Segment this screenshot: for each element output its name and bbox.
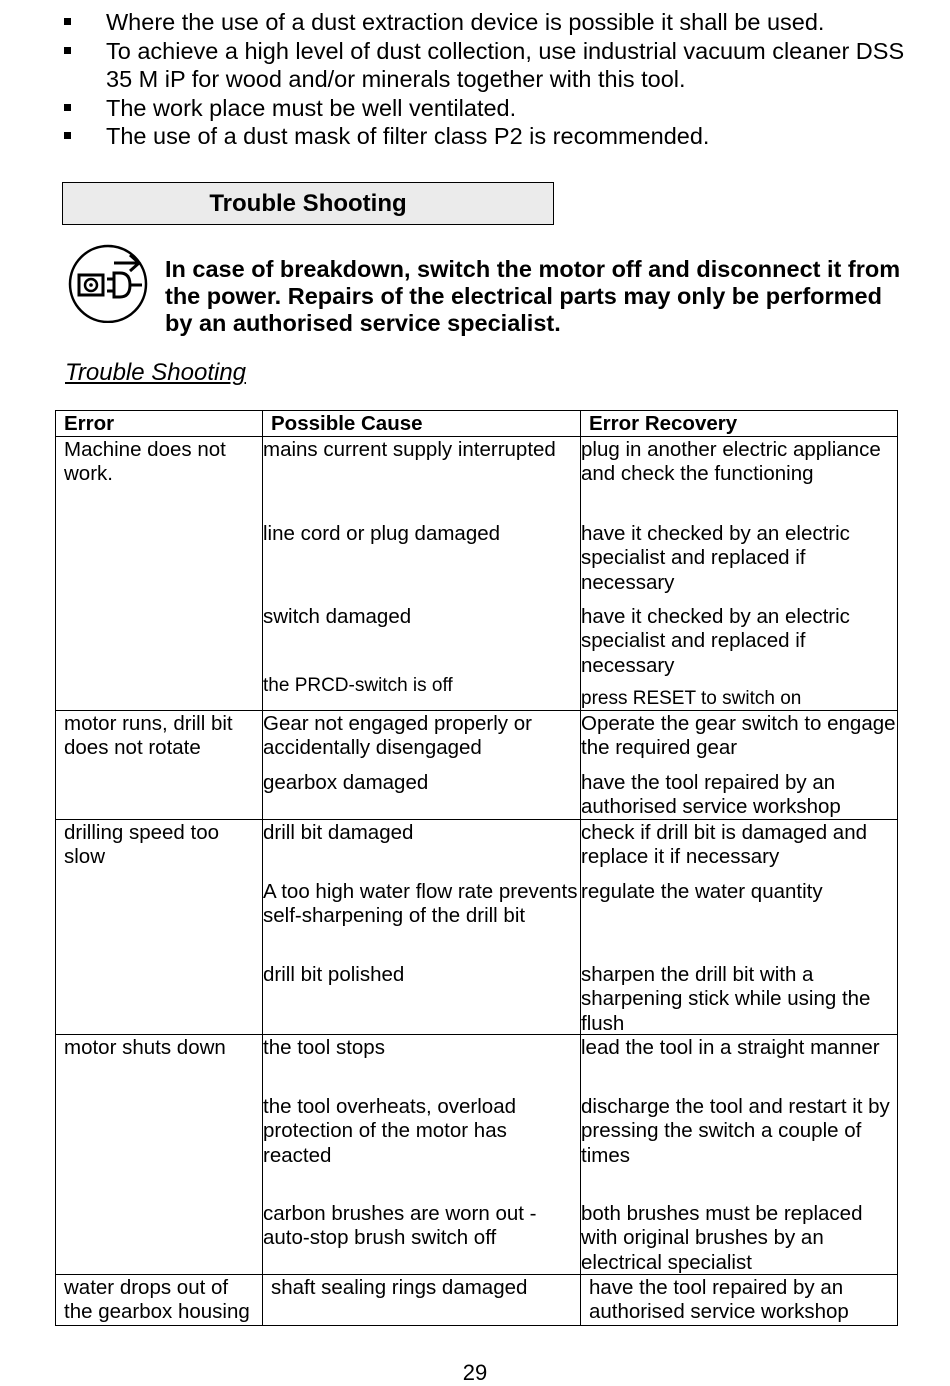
recovery-cell	[581, 711, 898, 820]
column-header-possible-cause: Possible Cause	[263, 411, 581, 437]
recovery-text: lead the tool in a straight manner	[581, 1036, 880, 1060]
table-row	[56, 711, 898, 820]
error-cell: Machine does not work.	[56, 437, 263, 711]
section-header-box	[62, 182, 554, 225]
table-header-row	[56, 411, 898, 437]
recovery-text: Operate the gear switch to engage the required gear	[581, 712, 896, 760]
recovery-text: both brushes must be replaced with original brushes by an electrical specialist	[581, 1202, 863, 1274]
cause-text: switch damaged	[263, 605, 412, 629]
trouble-shooting-table	[55, 410, 898, 1326]
bullet-text: Where the use of a dust extraction device is possible it shall be used.	[106, 9, 825, 35]
bullet-item	[62, 8, 922, 37]
bullet-text: The work place must be well ventilated.	[106, 94, 517, 121]
error-cell: motor runs, drill bit does not rotate	[56, 711, 263, 820]
bullet-square-icon	[64, 104, 71, 111]
cause-text: the tool stops	[263, 1036, 385, 1060]
cause-text: the PRCD-switch is off	[263, 675, 453, 697]
cause-text: drill bit polished	[263, 963, 405, 987]
recovery-cell	[581, 437, 898, 711]
bullet-square-icon	[64, 47, 71, 54]
unplug-power-icon	[66, 243, 152, 323]
cause-text: mains current supply interrupted	[263, 438, 556, 462]
recovery-cell	[581, 820, 898, 1035]
cause-cell: shaft sealing rings damaged	[263, 1275, 581, 1325]
page-number: 29	[462, 1360, 488, 1385]
recovery-text: check if drill bit is damaged and replace it if necessary	[581, 821, 868, 869]
cause-text: gearbox damaged	[263, 771, 429, 795]
recovery-text: have the tool repaired by an authorised service workshop	[581, 771, 841, 819]
cause-text: line cord or plug damaged	[263, 522, 501, 546]
bullet-item	[62, 94, 922, 123]
cause-text: Gear not engaged properly or accidentally disengaged	[263, 712, 532, 760]
recovery-cell	[581, 1035, 898, 1275]
cause-cell	[263, 711, 581, 820]
recovery-text: sharpen the drill bit with a sharpening stick while using the flush	[581, 963, 871, 1035]
cause-text: carbon brushes are worn out - auto-stop brush switch off	[263, 1202, 537, 1250]
cause-cell	[263, 1035, 581, 1275]
bullet-text: The use of a dust mask of filter class P2 is recommended.	[106, 123, 710, 149]
column-header-error-recovery: Error Recovery	[581, 411, 898, 437]
breakdown-warning: In case of breakdown, switch the motor off and disconnect it from the power. Repairs of the electrical parts may only be performed by an authorised service specialist.	[165, 256, 901, 336]
recovery-cell: have the tool repaired by an authorised service workshop	[581, 1275, 898, 1325]
bullet-item	[62, 37, 922, 94]
recovery-text: plug in another electric appliance and check the functioning	[581, 438, 881, 486]
table-row	[56, 1275, 898, 1325]
recovery-text: regulate the water quantity	[581, 880, 823, 904]
bullet-text: To achieve a high level of dust collection, use industrial vacuum cleaner DSS 35 M iP for wood and/or minerals together with this tool.	[106, 37, 905, 92]
cause-text: drill bit damaged	[263, 821, 414, 845]
cause-text: A too high water flow rate prevents self-sharpening of the drill bit	[263, 880, 578, 928]
recovery-text: have it checked by an electric specialist and replaced if necessary	[581, 605, 850, 677]
safety-bullet-list	[62, 8, 922, 151]
recovery-text: have it checked by an electric specialist and replaced if necessary	[581, 522, 850, 594]
recovery-text: press RESET to switch on	[581, 688, 802, 710]
trouble-shooting-subtitle: Trouble Shooting	[65, 359, 247, 386]
cause-text: the tool overheats, overload protection of the motor has reacted	[263, 1095, 516, 1167]
error-cell: drilling speed too slow	[56, 820, 263, 1035]
bullet-item	[62, 122, 922, 151]
bullet-square-icon	[64, 18, 71, 25]
recovery-text: discharge the tool and restart it by pressing the switch a couple of times	[581, 1095, 890, 1167]
table-row	[56, 437, 898, 711]
column-header-error: Error	[56, 411, 263, 437]
table-row	[56, 820, 898, 1035]
cause-cell	[263, 820, 581, 1035]
bullet-square-icon	[64, 132, 71, 139]
error-cell: motor shuts down	[56, 1035, 263, 1275]
error-cell: water drops out of the gearbox housing	[56, 1275, 263, 1325]
table-row	[56, 1035, 898, 1275]
section-title: Trouble Shooting	[209, 190, 407, 217]
cause-cell	[263, 437, 581, 711]
